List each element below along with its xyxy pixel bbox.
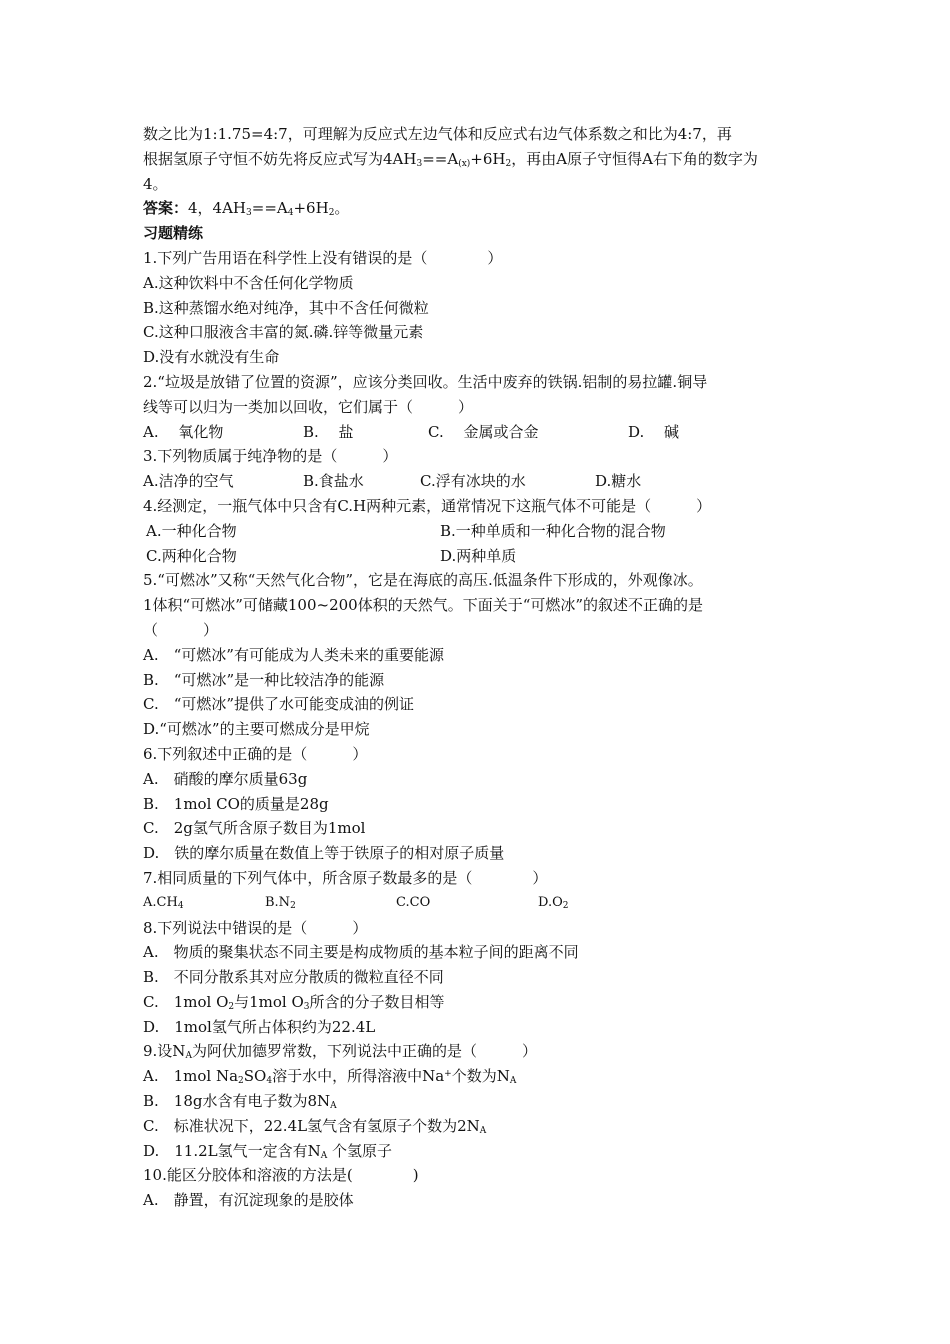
question-8-option-a: A. 物质的聚集状态不同主要是构成物质的基本粒子间的距离不同 bbox=[143, 943, 579, 962]
question-2-option-a: A. 氧化物 bbox=[143, 422, 224, 441]
answer-text: ==A bbox=[251, 199, 288, 218]
question-9-option-d bbox=[143, 1139, 818, 1164]
intro-line-2 bbox=[143, 147, 818, 172]
subscript: 3 bbox=[246, 208, 252, 219]
question-5-option-d: D.“可燃冰”的主要可燃成分是甲烷 bbox=[143, 720, 370, 739]
subscript: 4 bbox=[287, 208, 294, 219]
question-3-option-d: D.糖水 bbox=[595, 472, 642, 491]
question-9-option-c bbox=[143, 1114, 818, 1139]
question-1-option-b: B.这种蒸馏水绝对纯净，其中不含任何微粒 bbox=[143, 298, 429, 317]
question-6-stem: 6.下列叙述中正确的是（ ） bbox=[143, 744, 368, 763]
intro-text: 根据氢原子守恒不妨先将反应式写为4AH bbox=[143, 149, 417, 168]
question-9-option-a bbox=[143, 1064, 818, 1089]
question-4-option-b: B.一种单质和一种化合物的混合物 bbox=[440, 521, 666, 540]
section-title: 习题精练 bbox=[143, 224, 204, 243]
question-2-stem-1: 2.“垃圾是放错了位置的资源”，应该分类回收。生活中废弃的铁锅.铝制的易拉罐.铜导 bbox=[143, 372, 708, 391]
question-6-option-c: C. 2g氢气所含原子数目为1mol bbox=[143, 819, 366, 838]
superscript: + bbox=[444, 1069, 452, 1080]
question-7-option-b bbox=[265, 891, 296, 916]
option-text: 溶于水中，所得溶液中Na bbox=[272, 1067, 445, 1086]
question-7-options bbox=[143, 891, 818, 916]
option-text: B. 18g水含有电子数为8N bbox=[143, 1092, 331, 1111]
question-6-option-b: B. 1mol CO的质量是28g bbox=[143, 794, 329, 813]
question-1-option-a: A.这种饮料中不含任何化学物质 bbox=[143, 273, 354, 292]
option-text: B.N bbox=[265, 894, 291, 910]
document-page bbox=[143, 122, 818, 1213]
option-text: A.CH bbox=[143, 894, 178, 910]
question-9-option-b bbox=[143, 1089, 818, 1114]
question-1-option-d: D.没有水就没有生命 bbox=[143, 348, 280, 367]
subscript: A bbox=[479, 1125, 487, 1136]
subscript: A bbox=[185, 1051, 192, 1062]
question-4-option-a: A.一种化合物 bbox=[146, 521, 237, 540]
question-2-options bbox=[143, 420, 818, 445]
answer-label: 答案： bbox=[143, 199, 189, 218]
subscript: 3 bbox=[416, 158, 423, 169]
option-text: D. 11.2L氢气一定含有N bbox=[143, 1141, 321, 1160]
question-6-option-d: D. 铁的摩尔质量在数值上等于铁原子的相对原子质量 bbox=[143, 844, 505, 863]
question-5-stem-3: （ ） bbox=[143, 620, 219, 639]
intro-line-3: 4。 bbox=[143, 174, 168, 193]
option-text: 个氢原子 bbox=[327, 1141, 393, 1160]
intro-text: ==A bbox=[422, 149, 459, 168]
question-5-option-c: C. “可燃冰”提供了水可能变成油的例证 bbox=[143, 695, 415, 714]
subscript: 2 bbox=[290, 900, 296, 911]
answer-text: +6H bbox=[293, 199, 329, 218]
question-4-option-c: C.两种化合物 bbox=[146, 546, 237, 565]
intro-text: +6H bbox=[470, 149, 506, 168]
subscript: 2 bbox=[562, 900, 569, 911]
subscript: 4 bbox=[266, 1076, 273, 1087]
question-7-option-d bbox=[538, 891, 568, 916]
option-text: A. 1mol Na bbox=[143, 1067, 239, 1086]
option-text: D.O bbox=[538, 894, 563, 910]
option-text: C. 标准状况下，22.4L氢气含有氢原子个数为2N bbox=[143, 1116, 480, 1135]
question-2-option-b: B. 盐 bbox=[303, 422, 354, 441]
intro-text: ，再由A原子守恒得A右下角的数字为 bbox=[511, 149, 758, 168]
question-7-option-c: C.CO bbox=[396, 894, 431, 910]
question-4-options-row-1 bbox=[143, 519, 818, 544]
question-2-option-d: D. 碱 bbox=[628, 422, 680, 441]
option-text: 所含的分子数目相等 bbox=[309, 992, 445, 1011]
stem-text: 9.设N bbox=[143, 1042, 186, 1061]
question-5-stem-1: 5.“可燃冰”又称“天然气化合物”，它是在海底的高压.低温条件下形成的，外观像冰。 bbox=[143, 571, 703, 590]
subscript: A bbox=[330, 1101, 337, 1112]
question-7-option-a bbox=[143, 891, 184, 916]
question-1-stem: 1.下列广告用语在科学性上没有错误的是（ ） bbox=[143, 248, 503, 267]
subscript: 4 bbox=[177, 900, 184, 911]
option-text: C. 1mol O bbox=[143, 992, 229, 1011]
question-3-options bbox=[143, 469, 818, 494]
question-6-option-a: A. 硝酸的摩尔质量63g bbox=[143, 769, 308, 788]
question-3-stem: 3.下列物质属于纯净物的是（ ） bbox=[143, 447, 398, 466]
subscript: 2 bbox=[238, 1076, 244, 1087]
question-3-option-a: A.洁净的空气 bbox=[143, 472, 234, 491]
question-5-option-a: A. “可燃冰”有可能成为人类未来的重要能源 bbox=[143, 645, 444, 664]
question-10-option-a: A. 静置，有沉淀现象的是胶体 bbox=[143, 1191, 354, 1210]
question-10-stem: 10.能区分胶体和溶液的方法是( ) bbox=[143, 1166, 419, 1185]
question-3-option-b: B.食盐水 bbox=[303, 472, 364, 491]
option-text: SO bbox=[243, 1067, 267, 1086]
option-text: 个数为N bbox=[451, 1067, 510, 1086]
question-8-stem: 8.下列说法中错误的是（ ） bbox=[143, 918, 368, 937]
question-7-stem: 7.相同质量的下列气体中，所含原子数最多的是（ ） bbox=[143, 868, 548, 887]
answer-line bbox=[143, 196, 818, 221]
question-9-stem bbox=[143, 1039, 818, 1064]
question-2-option-c: C. 金属或合金 bbox=[428, 422, 539, 441]
subscript: A bbox=[320, 1150, 328, 1161]
stem-text: 为阿伏加德罗常数，下列说法中正确的是（ ） bbox=[191, 1042, 537, 1061]
question-5-stem-2: 1体积“可燃冰”可储藏100~200体积的天然气。下面关于“可燃冰”的叙述不正确的是 bbox=[143, 596, 704, 615]
question-2-stem-2: 线等可以归为一类加以回收，它们属于（ ） bbox=[143, 397, 474, 416]
question-8-option-c bbox=[143, 990, 818, 1015]
subscript: 2 bbox=[505, 158, 512, 169]
question-8-option-b: B. 不同分散系其对应分散质的微粒直径不同 bbox=[143, 968, 444, 987]
subscript: A bbox=[509, 1076, 517, 1087]
subscript: 2 bbox=[328, 208, 335, 219]
question-4-option-d: D.两种单质 bbox=[440, 546, 517, 565]
question-5-option-b: B. “可燃冰”是一种比较洁净的能源 bbox=[143, 670, 385, 689]
subscript: 3 bbox=[303, 1001, 310, 1012]
question-1-option-c: C.这种口服液含丰富的氮.磷.锌等微量元素 bbox=[143, 323, 424, 342]
question-3-option-c: C.浮有冰块的水 bbox=[420, 472, 526, 491]
answer-text: 。 bbox=[334, 199, 350, 218]
subscript: (x) bbox=[458, 158, 471, 169]
question-4-options-row-2 bbox=[143, 544, 818, 569]
option-text: 与1mol O bbox=[234, 992, 304, 1011]
answer-text: 4，4AH bbox=[188, 199, 247, 218]
subscript: 2 bbox=[228, 1001, 235, 1012]
intro-line-1: 数之比为1:1.75=4:7，可理解为反应式左边气体和反应式右边气体系数之和比为4:7，再 bbox=[143, 125, 732, 143]
question-8-option-d: D. 1mol氢气所占体积约为22.4L bbox=[143, 1017, 376, 1036]
question-4-stem: 4.经测定，一瓶气体中只含有C.H两种元素，通常情况下这瓶气体不可能是（ ） bbox=[143, 496, 712, 515]
